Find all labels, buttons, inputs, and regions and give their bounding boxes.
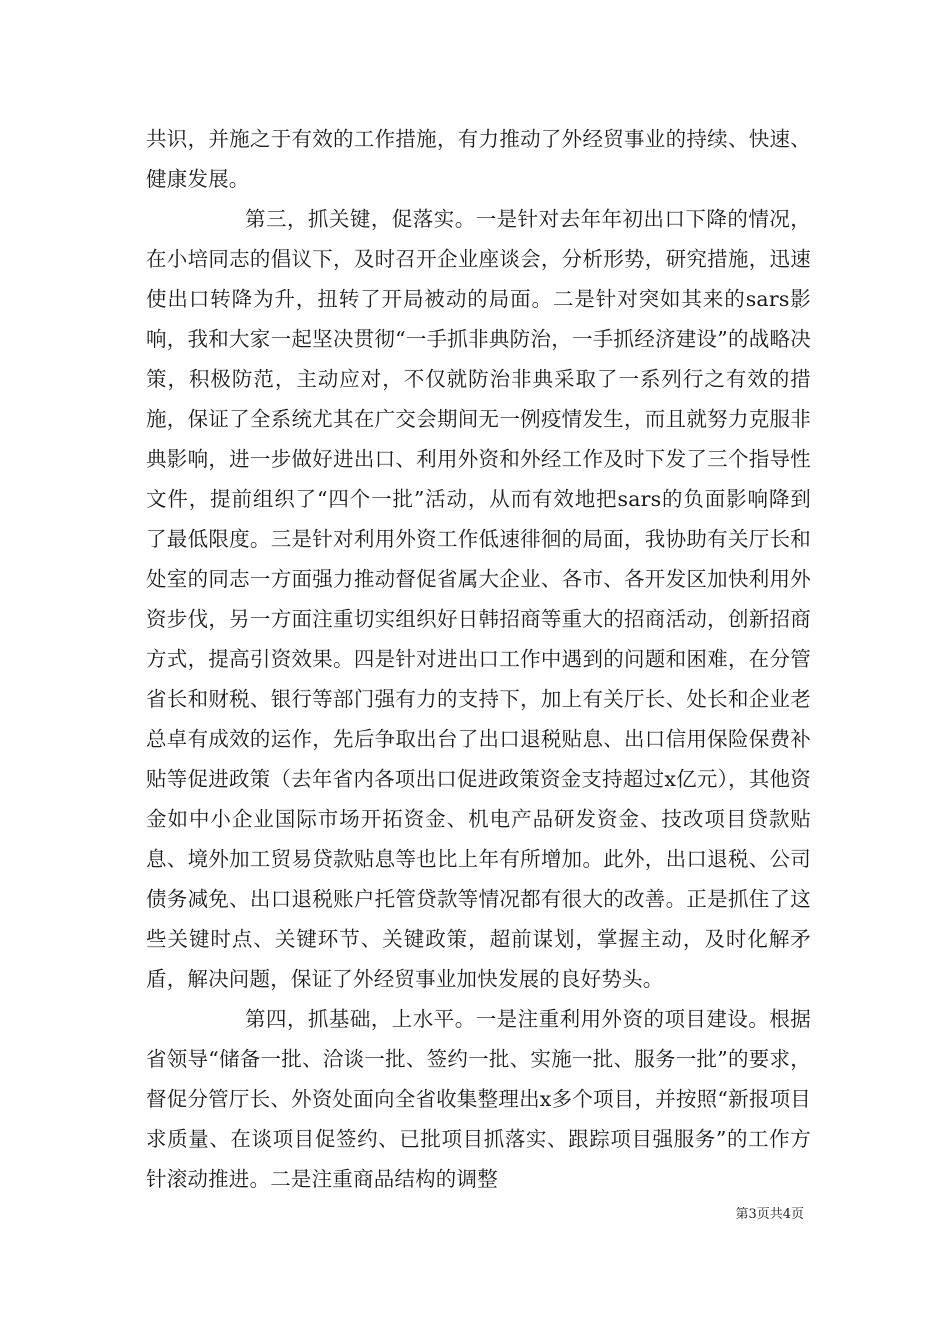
- page-number-footer: 第3页共4页: [735, 1207, 804, 1222]
- body-text: [146, 119, 811, 1199]
- paragraph-3: 第四，抓基础，上水平。一是注重利用外资的项目建设。根据省领导“储备一批、洽谈一批、签约一批、实施一批、服务一批”的要求，督促分管厅长、外资处面向全省收集整理出x多个项目，并按照“新报项目求质量、在谈项目促签约、已批项目抓落实、跟踪项目强服务”的工作方针滚动推进。二是注重商品结构的调整: [146, 1007, 811, 1191]
- paragraph-2: 第三，抓关键，促落实。一是针对去年年初出口下降的情况，在小培同志的倡议下，及时召开企业座谈会，分析形势，研究措施，迅速使出口转降为升，扭转了开局被动的局面。二是针对突如其来的sars影响，我和大家一起坚决贯彻“一手抓非典防治，一手抓经济建设”的战略决策，积极防范，主动应对，不仅就防治非典采取了一系列行之有效的措施，保证了全系统尤其在广交会期间无一例疫情发生，而且就努力克服非典影响，进一步做好进出口、利用外资和外经工作及时下发了三个指导性文件，提前组织了“四个一批”活动，从而有效地把sars的负面影响降到了最低限度。三是针对利用外资工作低速徘徊的局面，我协助有关厅长和处室的同志一方面强力推动督促省属大企业、各市、各开发区加快利用外资步伐，另一方面注重切实组织好日韩招商等重大的招商活动，创新招商方式，提高引资效果。四是针对进出口工作中遇到的问题和困难，在分管省长和财税、银行等部门强有力的支持下，加上有关厅长、处长和企业老总卓有成效的运作，先后争取出台了出口退税贴息、出口信用保险保费补贴等促进政策（去年省内各项出口促进政策资金支持超过x亿元），其他资金如中小企业国际市场开拓资金、机电产品研发资金、技改项目贷款贴息、境外加工贸易贷款贴息等也比上年有所增加。此外，出口退税、公司债务减免、出口退税账户托管贷款等情况都有很大的改善。正是抓住了这些关键时点、关键环节、关键政策，超前谋划，掌握主动，及时化解矛盾，解决问题，保证了外经贸事业加快发展的良好势头。: [146, 207, 811, 991]
- paragraph-1: 共识，并施之于有效的工作措施，有力推动了外经贸事业的持续、快速、健康发展。: [146, 127, 811, 191]
